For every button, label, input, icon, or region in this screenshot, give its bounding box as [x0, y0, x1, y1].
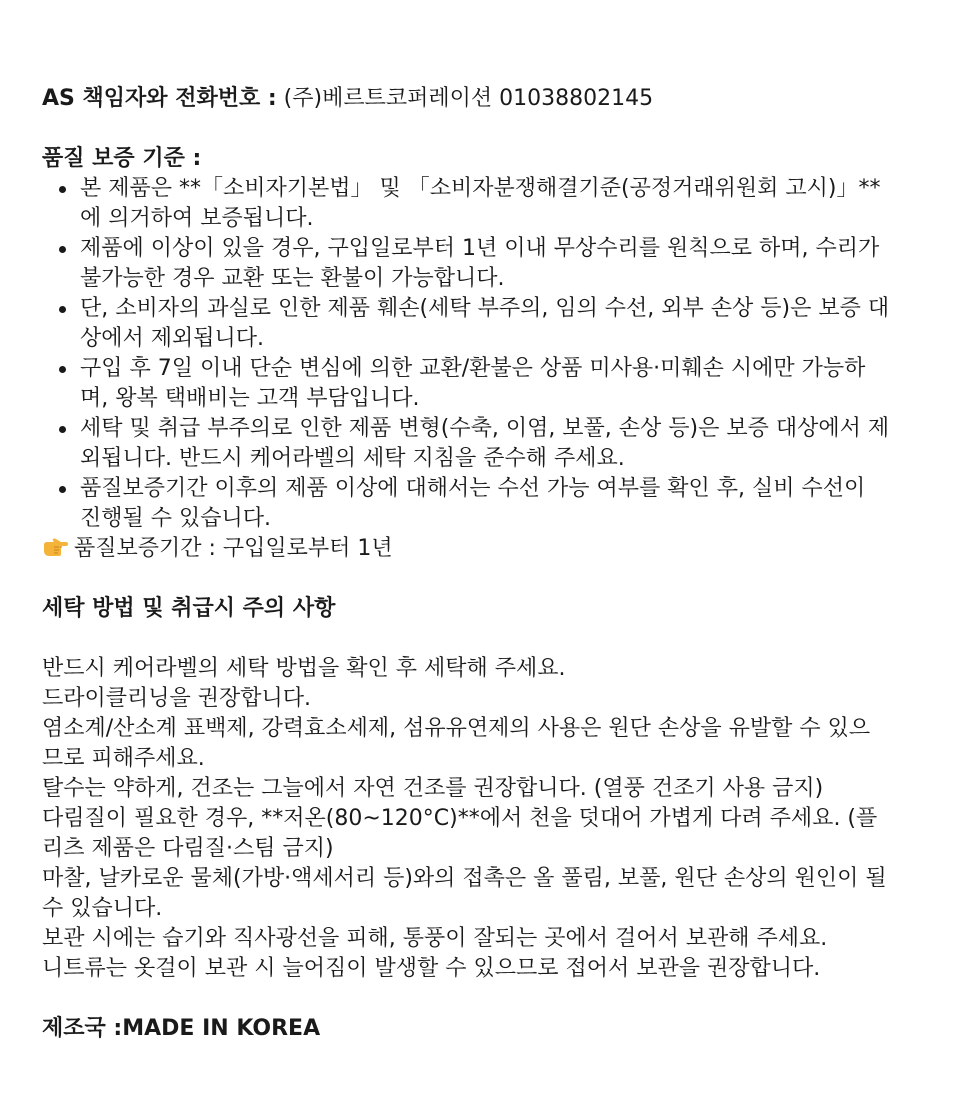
- list-item: 품질보증기간 이후의 제품 이상에 대해서는 수선 가능 여부를 확인 후, 실비 수선이 진행될 수 있습니다.: [80, 474, 890, 534]
- list-item: 단, 소비자의 과실로 인한 제품 훼손(세탁 부주의, 임의 수선, 외부 손상 등)은 보증 대상에서 제외됩니다.: [80, 294, 890, 354]
- washing-line: 마찰, 날카로운 물체(가방·액세서리 등)와의 접촉은 올 풀림, 보풀, 원단 손상의 원인이 될 수 있습니다.: [42, 866, 887, 921]
- washing-line: 드라이클리닝을 권장합니다.: [42, 686, 312, 711]
- spacer: [42, 114, 890, 144]
- list-item: 제품에 이상이 있을 경우, 구입일로부터 1년 이내 무상수리를 원칙으로 하며, 수리가 불가능한 경우 교환 또는 환불이 가능합니다.: [80, 234, 890, 294]
- washing-line: 보관 시에는 습기와 직사광선을 피해, 통풍이 잘되는 곳에서 걸어서 보관해 주세요.: [42, 926, 828, 951]
- list-item: 본 제품은 **「소비자기본법」 및 「소비자분쟁해결기준(공정거래위원회 고시)」**에 의거하여 보증됩니다.: [80, 174, 890, 234]
- pointing-finger-icon: [42, 537, 68, 557]
- washing-line: 염소계/산소계 표백제, 강력효소세제, 섬유유연제의 사용은 원단 손상을 유발할 수 있으므로 피해주세요.: [42, 716, 871, 771]
- origin-line: 제조국 :MADE IN KOREA: [42, 1016, 321, 1041]
- as-contact-label: AS 책임자와 전화번호 :: [42, 86, 277, 111]
- as-contact-line: [42, 84, 890, 114]
- warranty-period-text: 품질보증기간 : 구입일로부터 1년: [74, 536, 393, 561]
- spacer: [42, 564, 890, 594]
- list-item: 구입 후 7일 이내 단순 변심에 의한 교환/환불은 상품 미사용·미훼손 시에만 가능하며, 왕복 택배비는 고객 부담입니다.: [80, 354, 890, 414]
- spacer: [42, 624, 890, 654]
- as-contact-value: (주)베르트코퍼레이션 01038802145: [276, 86, 654, 111]
- washing-instructions: [42, 654, 890, 984]
- list-item: 세탁 및 취급 부주의로 인한 제품 변형(수축, 이염, 보풀, 손상 등)은 보증 대상에서 제외됩니다. 반드시 케어라벨의 세탁 지침을 준수해 주세요.: [80, 414, 890, 474]
- quality-list: [42, 174, 890, 534]
- washing-line: 탈수는 약하게, 건조는 그늘에서 자연 건조를 권장합니다. (열풍 건조기 사용 금지): [42, 776, 824, 801]
- washing-line: 니트류는 옷걸이 보관 시 늘어짐이 발생할 수 있으므로 접어서 보관을 권장합니다.: [42, 956, 821, 981]
- warranty-period-line: [42, 534, 890, 564]
- spacer: [42, 984, 890, 1014]
- quality-title: 품질 보증 기준 :: [42, 146, 202, 171]
- washing-line: 다림질이 필요한 경우, **저온(80~120°C)**에서 천을 덧대어 가볍게 다려 주세요. (플리츠 제품은 다림질·스팀 금지): [42, 806, 878, 861]
- washing-title: 세탁 방법 및 취급시 주의 사항: [42, 596, 336, 621]
- washing-line: 반드시 케어라벨의 세탁 방법을 확인 후 세탁해 주세요.: [42, 656, 566, 681]
